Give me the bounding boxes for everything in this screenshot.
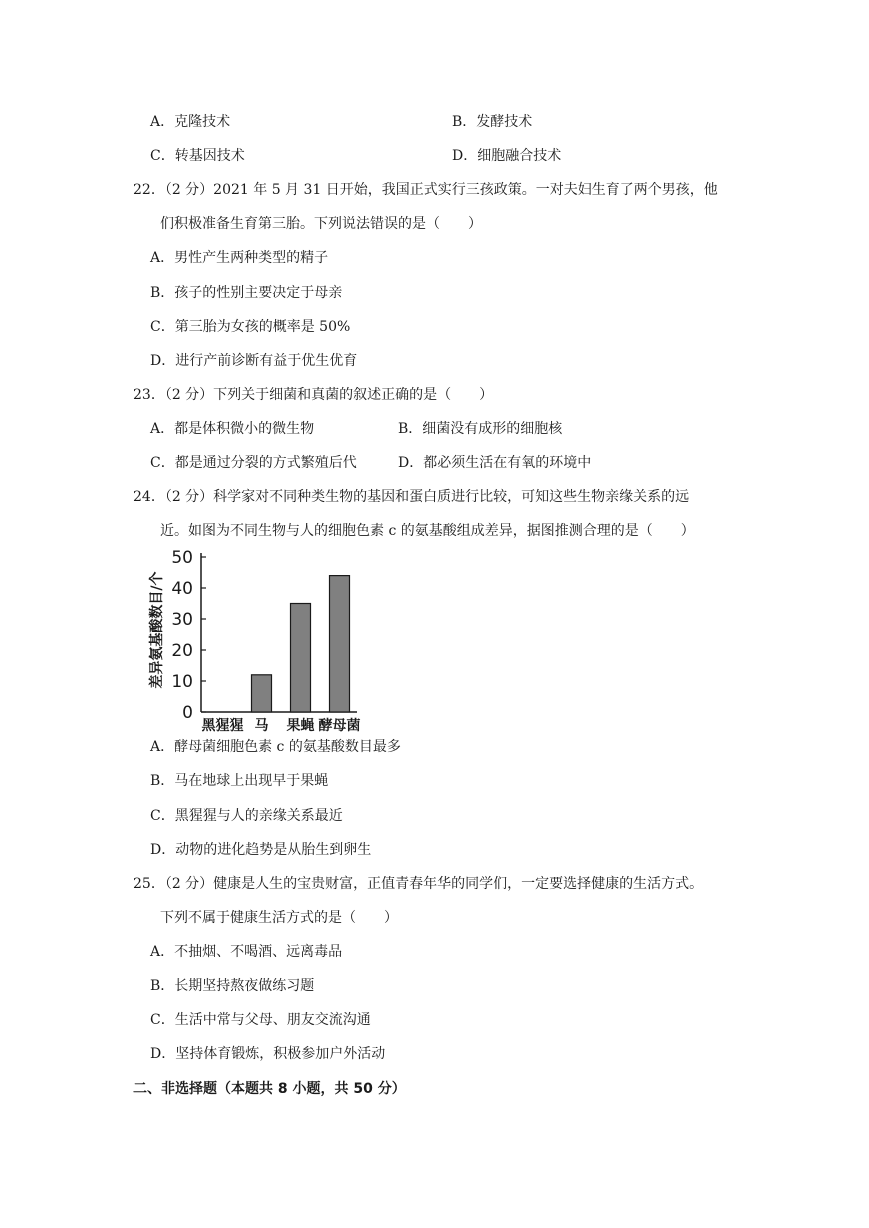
q21-option-a: A．克隆技术: [150, 114, 231, 130]
q25-option-d: D．坚持体育锻炼，积极参加户外活动: [150, 1046, 386, 1062]
y-tick-label: 10: [171, 672, 193, 692]
y-tick-label: 50: [171, 548, 193, 568]
section-heading: 二、非选择题（本题共 8 小题，共 50 分）: [133, 1081, 406, 1097]
x-tick-label: 酵母菌: [318, 718, 361, 734]
q24-option-d: D．动物的进化趋势是从胎生到卵生: [150, 842, 372, 858]
q23-stem: 23．（2 分）下列关于细菌和真菌的叙述正确的是（ ）: [133, 387, 494, 403]
q23-option-b: B．细菌没有成形的细胞核: [398, 421, 563, 437]
x-tick-label: 马: [254, 718, 269, 734]
q25-stem-line1: 25．（2 分）健康是人生的宝贵财富，正值青春年华的同学们，一定要选择健康的生活方式。: [133, 876, 704, 892]
q25-option-b: B．长期坚持熬夜做练习题: [150, 978, 315, 994]
q23-option-d: D．都必须生活在有氧的环境中: [398, 455, 592, 471]
q22-option-a: A．男性产生两种类型的精子: [150, 250, 329, 266]
q23-option-c: C．都是通过分裂的方式繁殖后代: [150, 455, 357, 471]
q24-stem-line2: 近。如图为不同生物与人的细胞色素 c 的氨基酸组成差异，据图推测合理的是（ ）: [160, 523, 695, 539]
q22-option-c: C．第三胎为女孩的概率是 50%: [150, 319, 351, 335]
q24-option-b: B．马在地球上出现早于果蝇: [150, 773, 329, 789]
y-tick-label: 20: [171, 641, 193, 661]
q25-option-a: A．不抽烟、不喝酒、远离毒品: [150, 944, 343, 960]
bar-4: [330, 576, 350, 712]
bar-3: [291, 604, 311, 713]
q25-stem-line2: 下列不属于健康生活方式的是（ ）: [160, 910, 398, 926]
q22-stem-line2: 们积极准备生育第三胎。下列说法错误的是（ ）: [160, 216, 482, 232]
q23-option-a: A．都是体积微小的微生物: [150, 421, 315, 437]
q22-stem-line1: 22．（2 分）2021 年 5 月 31 日开始，我国正式实行三孩政策。一对夫妇生育了两个男孩，他: [133, 182, 718, 198]
bar-2: [252, 675, 272, 712]
q22-option-b: B．孩子的性别主要决定于母亲: [150, 285, 343, 301]
q22-option-d: D．进行产前诊断有益于优生优育: [150, 353, 358, 369]
x-tick-label: 黑猩猩: [201, 718, 244, 734]
q21-option-c: C．转基因技术: [150, 148, 245, 164]
y-tick-label: 30: [171, 610, 193, 630]
y-tick-label: 40: [171, 579, 193, 599]
q24-option-a: A．酵母菌细胞色素 c 的氨基酸数目最多: [150, 739, 401, 755]
q21-option-b: B．发酵技术: [452, 114, 533, 130]
q21-option-d: D．细胞融合技术: [452, 148, 562, 164]
y-axis-label: 差异氨基酸数目/个: [149, 571, 165, 689]
q25-option-c: C．生活中常与父母、朋友交流沟通: [150, 1012, 371, 1028]
y-tick-label: 0: [182, 703, 193, 723]
q24-option-c: C．黑猩猩与人的亲缘关系最近: [150, 808, 343, 824]
amino-acid-difference-chart: [145, 540, 375, 735]
x-tick-label: 果蝇: [286, 718, 315, 734]
q24-stem-line1: 24．（2 分）科学家对不同种类生物的基因和蛋白质进行比较，可知这些生物亲缘关系的远: [133, 489, 690, 505]
